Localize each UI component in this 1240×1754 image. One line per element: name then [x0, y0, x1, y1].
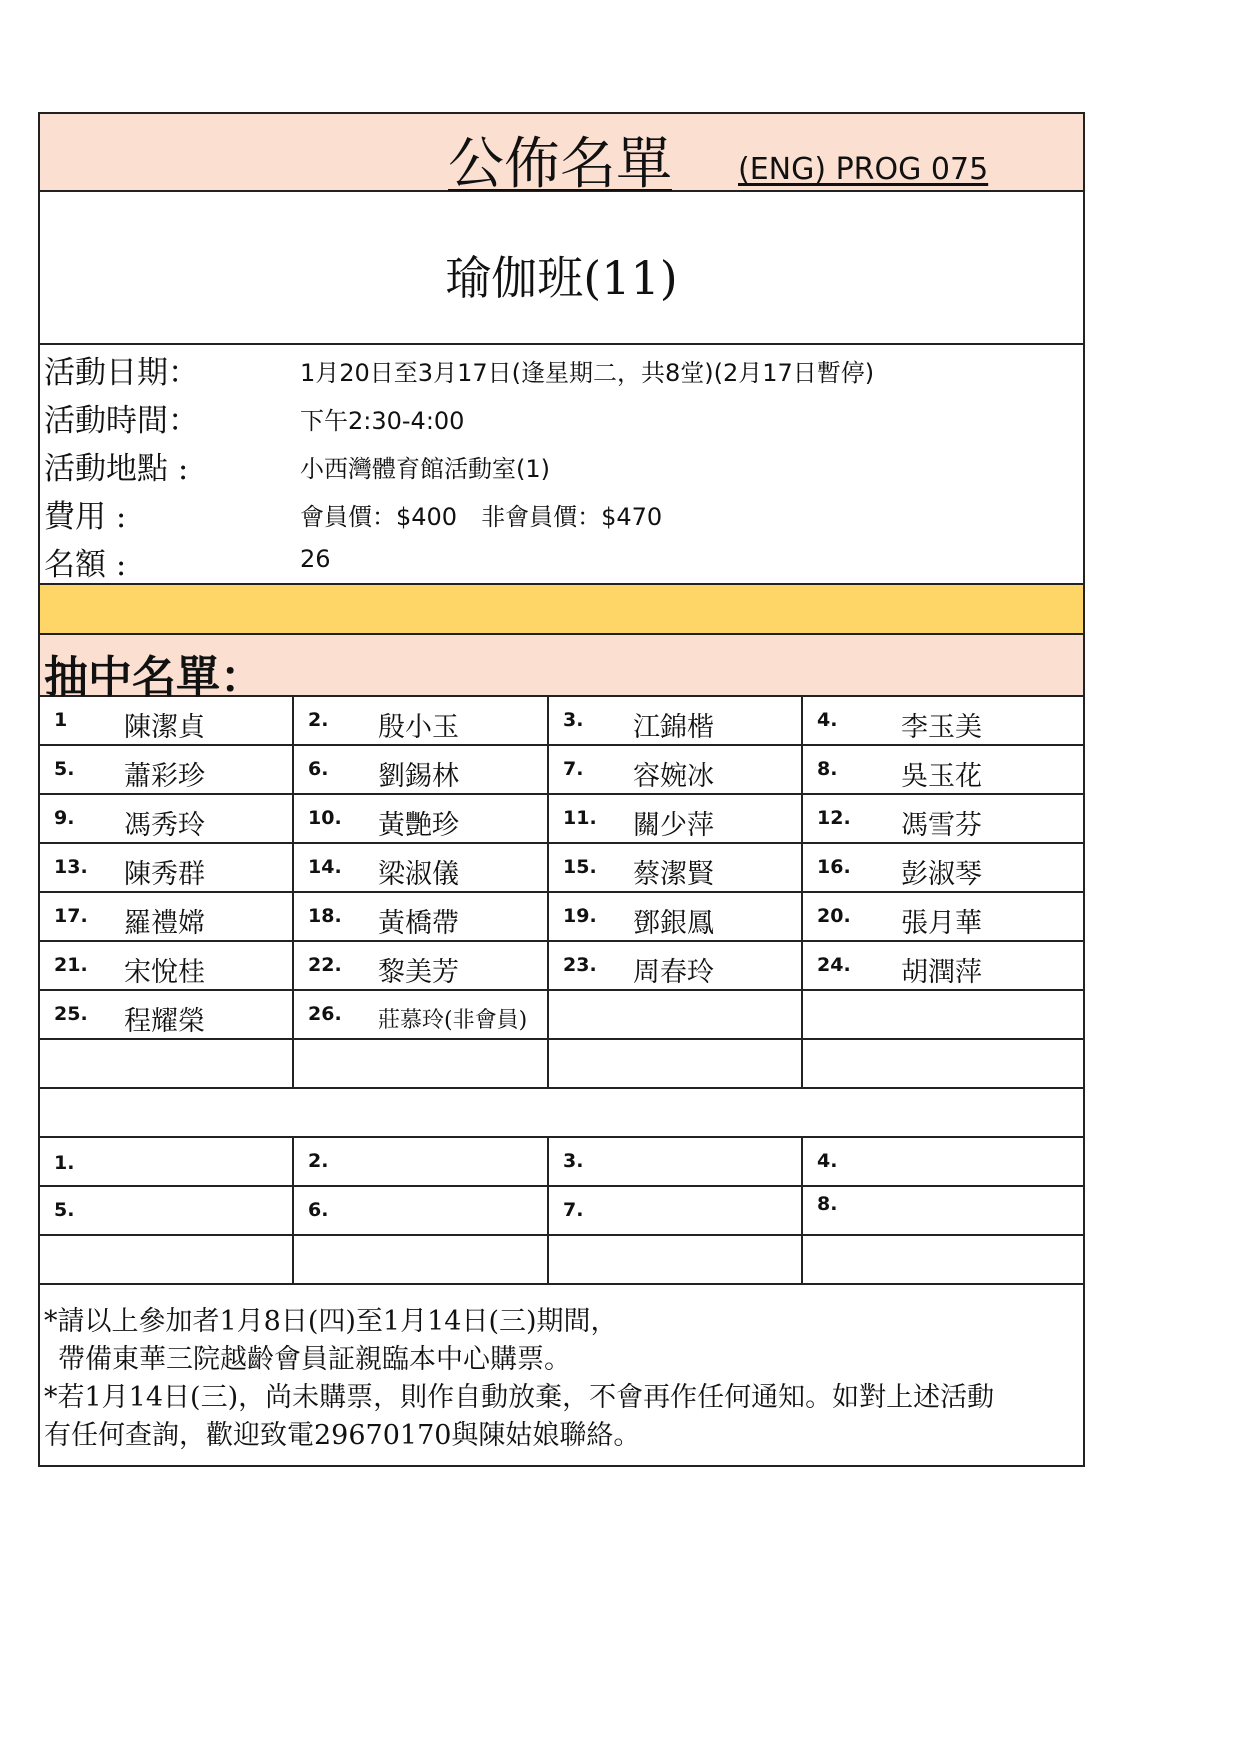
- entry-name: 陳秀群: [124, 859, 205, 890]
- entry-number: 3.: [563, 709, 584, 731]
- entry-number: 1.: [54, 1152, 75, 1174]
- table-row: [40, 844, 1083, 893]
- entry-number: 4.: [817, 709, 838, 731]
- table-row: [40, 1040, 1083, 1089]
- info-date: [40, 347, 1083, 395]
- info-value: 26: [300, 545, 331, 573]
- name-cell: [549, 795, 803, 842]
- name-cell: [803, 697, 1083, 744]
- info-quota: [40, 539, 1083, 587]
- entry-name: 莊慕玲(非會員): [378, 1008, 528, 1033]
- entry-name: 程耀榮: [124, 1006, 205, 1037]
- notes-section: [40, 1285, 1083, 1465]
- info-value: 1月20日至3月17日(逢星期二，共8堂)(2月17日暫停): [300, 359, 875, 387]
- info-venue: [40, 443, 1083, 491]
- entry-name: 馮秀玲: [124, 810, 205, 841]
- info-label: 活動日期：: [44, 355, 199, 391]
- empty-cell: [40, 1040, 294, 1087]
- name-cell: [40, 893, 294, 940]
- entry-number: 14.: [308, 856, 342, 878]
- entry-number: 11.: [563, 807, 597, 829]
- name-cell: [40, 795, 294, 842]
- entry-number: 8.: [817, 758, 838, 780]
- entry-number: 12.: [817, 807, 851, 829]
- table-row: [40, 991, 1083, 1040]
- waitlist-cell: [294, 1187, 549, 1234]
- info-fee: [40, 491, 1083, 539]
- course-row: [40, 192, 1083, 345]
- info-value: 會員價：$400 非會員價：$470: [300, 503, 663, 531]
- name-cell: [294, 942, 549, 989]
- entry-number: 7.: [563, 758, 584, 780]
- name-cell: [803, 991, 1083, 1038]
- entry-name: 容婉冰: [633, 761, 714, 792]
- info-value: 小西灣體育館活動室(1): [300, 455, 550, 483]
- entry-name: 宋悅桂: [124, 957, 205, 988]
- table-row: [40, 942, 1083, 991]
- info-time: [40, 395, 1083, 443]
- entry-number: 16.: [817, 856, 851, 878]
- name-cell: [294, 795, 549, 842]
- entry-number: 23.: [563, 954, 597, 976]
- info-label: 活動地點 :: [44, 451, 189, 487]
- waitlist-cell: [40, 1138, 294, 1185]
- empty-cell: [549, 1040, 803, 1087]
- entry-name: 黃艷珍: [378, 810, 459, 841]
- name-cell: [549, 991, 803, 1038]
- name-cell: [294, 844, 549, 891]
- entry-name: 李玉美: [901, 712, 982, 743]
- name-cell: [803, 893, 1083, 940]
- table-row: [40, 1187, 1083, 1236]
- name-cell: [803, 795, 1083, 842]
- name-cell: [549, 746, 803, 793]
- entry-number: 9.: [54, 807, 75, 829]
- table-row: [40, 893, 1083, 942]
- drawn-header: [40, 635, 1083, 703]
- waitlist-cell: [803, 1187, 1083, 1234]
- entry-name: 江錦楷: [633, 712, 714, 743]
- highlight-band: [40, 585, 1083, 635]
- name-cell: [40, 942, 294, 989]
- entry-name: 蔡潔賢: [633, 859, 714, 890]
- waitlist-cell: [549, 1138, 803, 1185]
- entry-name: 張月華: [901, 908, 982, 939]
- name-cell: [294, 697, 549, 744]
- entry-name: 梁淑儀: [378, 859, 459, 890]
- note-line: *請以上參加者1月8日(四)至1月14日(三)期間，: [44, 1306, 618, 1337]
- entry-name: 胡潤萍: [901, 957, 982, 988]
- name-cell: [549, 893, 803, 940]
- entry-number: 19.: [563, 905, 597, 927]
- entry-name: 吳玉花: [901, 761, 982, 792]
- entry-number: 5.: [54, 1199, 75, 1221]
- entry-name: 蕭彩珍: [124, 761, 205, 792]
- empty-cell: [549, 1236, 803, 1283]
- waitlist-cell: [294, 1138, 549, 1185]
- entry-name: 羅禮嫦: [124, 908, 205, 939]
- name-cell: [803, 942, 1083, 989]
- name-cell: [40, 746, 294, 793]
- waitlist-cell: [40, 1187, 294, 1234]
- entry-name: 周春玲: [633, 957, 714, 988]
- entry-number: 22.: [308, 954, 342, 976]
- name-cell: [294, 893, 549, 940]
- name-cell: [549, 844, 803, 891]
- header-row: [40, 114, 1083, 197]
- info-label: 活動時間：: [44, 403, 199, 439]
- waitlist-cell: [549, 1187, 803, 1234]
- program-code: (ENG) PROG 075: [738, 152, 989, 187]
- entry-number: 26.: [308, 1003, 342, 1025]
- table-row: [40, 746, 1083, 795]
- table-row: [40, 795, 1083, 844]
- name-cell: [803, 844, 1083, 891]
- entry-number: 2.: [308, 1150, 329, 1172]
- drawn-list-title: 抽中名單：: [44, 652, 264, 703]
- name-cell: [294, 991, 549, 1038]
- entry-number: 17.: [54, 905, 88, 927]
- entry-number: 20.: [817, 905, 851, 927]
- waitlist-cell: [803, 1138, 1083, 1185]
- empty-cell: [803, 1040, 1083, 1087]
- name-cell: [549, 697, 803, 744]
- name-cell: [803, 746, 1083, 793]
- course-name: 瑜伽班(11): [445, 251, 678, 305]
- entry-number: 15.: [563, 856, 597, 878]
- entry-name: 劉錫林: [378, 761, 459, 792]
- note-line: 有任何查詢，歡迎致電29670170與陳姑娘聯絡。: [44, 1420, 641, 1451]
- page-title: 公佈名單: [448, 132, 672, 197]
- entry-number: 25.: [54, 1003, 88, 1025]
- info-value: 下午2:30-4:00: [300, 407, 465, 435]
- entry-number: 2.: [308, 709, 329, 731]
- name-cell: [549, 942, 803, 989]
- notice-sheet: [38, 112, 1085, 1467]
- empty-cell: [803, 1236, 1083, 1283]
- empty-cell: [294, 1040, 549, 1087]
- name-cell: [40, 697, 294, 744]
- entry-number: 10.: [308, 807, 342, 829]
- info-section: [40, 345, 1083, 585]
- info-label: 費用 :: [44, 499, 127, 535]
- entry-name: 黎美芳: [378, 957, 459, 988]
- separator-row: [40, 1089, 1083, 1138]
- entry-name: 鄧銀鳳: [633, 908, 714, 939]
- entry-number: 1: [54, 709, 68, 731]
- table-row: [40, 697, 1083, 746]
- entry-number: 4.: [817, 1150, 838, 1172]
- entry-number: 6.: [308, 1199, 329, 1221]
- entry-number: 8.: [817, 1193, 838, 1215]
- entry-number: 21.: [54, 954, 88, 976]
- entry-number: 18.: [308, 905, 342, 927]
- entry-number: 5.: [54, 758, 75, 780]
- note-line: *若1月14日(三)，尚未購票，則作自動放棄，不會再作任何通知。如對上述活動: [44, 1382, 995, 1413]
- entry-name: 黃橋帶: [378, 908, 459, 939]
- entry-number: 13.: [54, 856, 88, 878]
- entry-number: 6.: [308, 758, 329, 780]
- entry-name: 彭淑琴: [901, 859, 982, 890]
- name-cell: [294, 746, 549, 793]
- table-row: [40, 1138, 1083, 1187]
- entry-number: 24.: [817, 954, 851, 976]
- table-row: [40, 1236, 1083, 1285]
- empty-cell: [40, 1236, 294, 1283]
- empty-cell: [294, 1236, 549, 1283]
- name-cell: [40, 991, 294, 1038]
- entry-name: 馮雪芬: [901, 810, 982, 841]
- entry-name: 殷小玉: [378, 712, 459, 743]
- name-cell: [40, 844, 294, 891]
- entry-name: 關少萍: [633, 810, 714, 841]
- entry-name: 陳潔貞: [124, 712, 205, 743]
- entry-number: 7.: [563, 1199, 584, 1221]
- note-line: 帶備東華三院越齡會員証親臨本中心購票。: [58, 1344, 571, 1375]
- info-label: 名額 :: [44, 547, 127, 583]
- entry-number: 3.: [563, 1150, 584, 1172]
